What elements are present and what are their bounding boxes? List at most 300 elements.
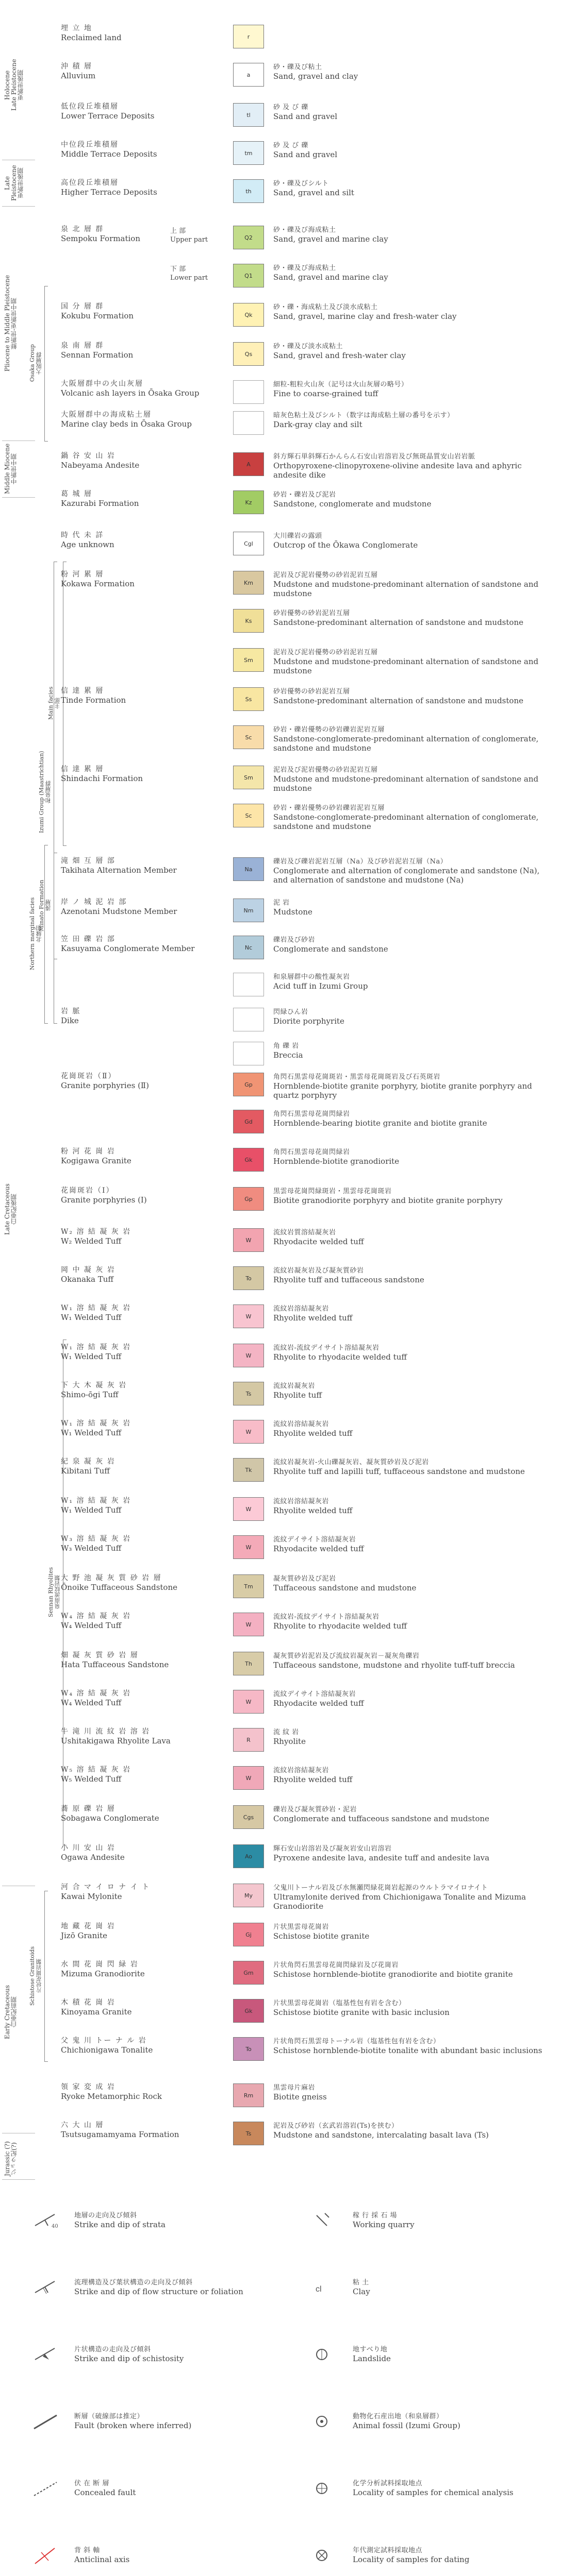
- description-en: Rhyodacite welded tuff: [273, 1237, 364, 1246]
- map-symbol-jp: 化学分析試料採取地点: [353, 2480, 423, 2487]
- description-jp: 流紋岩溶結凝灰岩: [273, 1498, 329, 1505]
- map-symbol-en: Concealed fault: [74, 2488, 136, 2497]
- legend-row: [0, 1226, 561, 1255]
- description-jp: 流紋岩-流紋デイサイト溶結凝灰岩: [273, 1344, 380, 1352]
- unit-symbol: Th: [245, 1660, 252, 1667]
- unit-name: [61, 1303, 231, 1322]
- map-symbol-text: [353, 2546, 559, 2564]
- legend-row: [0, 1959, 561, 1988]
- description-en: Sand, gravel and marine clay: [273, 273, 388, 282]
- unit-name-jp: 滝 畑 互 層 部: [61, 857, 116, 865]
- unit-symbol: W: [245, 1698, 252, 1705]
- unit-name-en: Reclaimed land: [61, 33, 122, 42]
- description-jp: 砂・礫及び海成粘土: [273, 226, 336, 234]
- unit-symbol: Ts: [245, 2130, 252, 2137]
- description-jp: 流紋岩溶結凝灰岩: [273, 1420, 329, 1428]
- unit-description: [273, 1042, 552, 1060]
- description-en: Mudstone: [273, 907, 312, 917]
- unit-name-jp: 高位段丘堆積層: [61, 179, 119, 187]
- description-jp: 斜方輝石単斜輝石かんらん石安山岩溶岩及び無斑晶質安山岩岩脈: [273, 453, 475, 461]
- unit-name-en: Ryoke Metamorphic Rock: [61, 2092, 162, 2101]
- unit-symbol: Cgl: [244, 540, 253, 547]
- description-en: Sandstone-predominant alternation of sandstone and mudstone: [273, 618, 523, 627]
- description-en: Hornblende-biotite granite porphyry, biotite granite porphyry and quartz porphyry: [273, 1081, 532, 1100]
- unit-name-jp: W₄ 溶 結 凝 灰 岩: [61, 1689, 131, 1698]
- unit-name-jp: 岩 脈: [61, 1007, 81, 1015]
- unit-name-jp: 花崗斑岩（Ⅰ）: [61, 1187, 114, 1195]
- description-en: Fine to coarse-grained tuff: [273, 389, 378, 398]
- unit-name: [61, 1804, 231, 1823]
- description-en: Acid tuff in Izumi Group: [273, 981, 368, 991]
- unit-name: [61, 1689, 231, 1707]
- description-en: Conglomerate and sandstone: [273, 944, 388, 954]
- unit-description: [273, 804, 552, 831]
- unit-description: [273, 1961, 552, 1979]
- description-jp: 流 紋 岩: [273, 1728, 299, 1736]
- legend-row: [0, 1726, 561, 1755]
- map-symbol-jp: 年代測定試料採取地点: [353, 2547, 423, 2554]
- unit-name: [61, 531, 231, 549]
- unit-swatch: [233, 1008, 264, 1031]
- description-jp: 砂 及 び 礫: [273, 142, 308, 149]
- unit-name-jp: 岡 中 凝 灰 岩: [61, 1266, 116, 1274]
- unit-symbol: Gk: [244, 2007, 253, 2014]
- map-symbol-en: Locality of samples for chemical analysis: [353, 2488, 514, 2497]
- unit-name-jp: W₁ 溶 結 凝 灰 岩: [61, 1343, 131, 1351]
- unit-name-jp: 泉 南 層 群: [61, 342, 104, 350]
- description-jp: 片状角閃石黒雲母トーナル岩（塩基性包有岩を含む）: [273, 2038, 440, 2045]
- unit-name-en: Okanaka Tuff: [61, 1275, 114, 1284]
- map-symbol-item: [31, 2545, 268, 2576]
- description-jp: 砂岩・礫岩優勢の砂岩礫岩泥岩互層: [273, 726, 385, 734]
- unit-swatch: [233, 1535, 264, 1559]
- map-symbol-item: [31, 2478, 268, 2519]
- description-en: Schistose hornblende-biotite tonalite with abundant basic inclusions: [273, 2046, 542, 2055]
- legend-row: [0, 1495, 561, 1524]
- unit-name-en: Middle Terrace Deposits: [61, 149, 157, 159]
- description-en: Rhyolite welded tuff: [273, 1429, 353, 1438]
- unit-symbol: Ts: [245, 1390, 252, 1397]
- legend-row: [0, 1456, 561, 1485]
- unit-symbol: W: [245, 1774, 252, 1782]
- description-en: Outcrop of the Ōkawa Conglomerate: [273, 540, 418, 550]
- unit-name-jp: 小 川 安 山 岩: [61, 1844, 116, 1852]
- unit-name-en: Age unknown: [61, 540, 114, 549]
- unit-swatch: [233, 899, 264, 922]
- description-en: Ultramylonite derived from Chichionigawa Tonalite and Mizuma Granodiorite: [273, 1892, 526, 1911]
- unit-description: [273, 648, 552, 675]
- unit-swatch: [233, 571, 264, 595]
- map-symbol-text: [353, 2412, 559, 2430]
- unit-name: [61, 341, 231, 360]
- unit-swatch: [233, 226, 264, 249]
- unit-name: [61, 1727, 231, 1745]
- description-en: Sand, gravel and silt: [273, 188, 354, 197]
- unit-description: [273, 973, 552, 991]
- map-symbol-jp: 稼 行 採 石 場: [353, 2212, 398, 2219]
- unit-symbol: W: [245, 1505, 252, 1513]
- unit-name: [61, 24, 231, 42]
- unit-name-en: W₂ Welded Tuff: [61, 1236, 122, 1246]
- description-en: Sand, gravel, marine clay and fresh-water clay: [273, 312, 457, 321]
- map-symbol-jp: 地すべり地: [353, 2346, 388, 2353]
- legend-row: [0, 139, 561, 168]
- unit-symbol: Qs: [244, 350, 253, 358]
- unit-swatch: [233, 25, 264, 48]
- unit-name: [61, 1186, 231, 1205]
- unit-name-jp: 時 代 未 詳: [61, 531, 104, 539]
- legend-row: [0, 450, 561, 479]
- description-en: Rhyolite to rhyodacite welded tuff: [273, 1621, 407, 1631]
- legend-row: [0, 764, 561, 792]
- unit-name: [61, 1534, 231, 1553]
- map-symbol-en: Animal fossil (Izumi Group): [353, 2421, 460, 2430]
- legend-row: [0, 646, 561, 675]
- description-jp: 砂岩・礫岩優勢の砂岩礫岩泥岩互層: [273, 804, 385, 812]
- unit-swatch: [233, 63, 264, 87]
- unit-name-en: Tsutsugamamyama Formation: [61, 2130, 179, 2139]
- unit-name-jp: 鍋 谷 安 山 岩: [61, 452, 116, 460]
- unit-symbol: Tk: [245, 1466, 252, 1473]
- unit-description: [273, 936, 552, 954]
- unit-description: [273, 725, 552, 753]
- unit-description: [273, 2083, 552, 2102]
- unit-name-en: Shimo-ōgi Tuff: [61, 1390, 119, 1399]
- description-jp: 大川礫岩の露頭: [273, 532, 322, 540]
- unit-description: [273, 1304, 552, 1323]
- legend-row: [0, 1108, 561, 1137]
- map-symbol-item: [31, 2344, 268, 2385]
- legend-row: [0, 2035, 561, 2064]
- description-en: Rhyolite welded tuff: [273, 1775, 353, 1784]
- unit-name-en: Azenotani Mudstone Member: [61, 907, 177, 916]
- legend-row: [0, 1071, 561, 1099]
- legend-row: [0, 1572, 561, 1601]
- description-jp: 角閃石黒雲母花崗閃緑岩: [273, 1148, 350, 1156]
- unit-name: [61, 140, 231, 159]
- unit-name-jp: 大阪層群中の火山灰層: [61, 380, 143, 388]
- unit-description: [273, 1923, 552, 1941]
- unit-name: [61, 1072, 231, 1090]
- description-en: Rhyodacite welded tuff: [273, 1699, 364, 1708]
- map-symbol-en: Fault (broken where inferred): [74, 2421, 192, 2430]
- age-label: Pliocene to Middle Pleistocene 鮮新世-更新世中期: [4, 275, 18, 372]
- unit-group-label: Northern marginal facies 北縁相: [29, 897, 42, 971]
- unit-symbol: Gd: [244, 1118, 253, 1125]
- unit-name-en: Jizō Granite: [61, 1931, 107, 1940]
- unit-symbol: Sm: [244, 774, 253, 781]
- unit-description: [273, 1266, 552, 1284]
- unit-swatch: [233, 179, 264, 203]
- unit-symbol: r: [247, 33, 250, 40]
- unit-swatch: [233, 490, 264, 514]
- legend-row: [0, 1264, 561, 1293]
- unit-swatch: [233, 1110, 264, 1133]
- unit-name-en: Shindachi Formation: [61, 774, 143, 783]
- unit-name: [61, 1922, 231, 1940]
- description-jp: 黒雲母片麻岩: [273, 2084, 316, 2092]
- unit-symbol: Na: [244, 866, 253, 873]
- map-symbol-jp: 粘 土: [353, 2279, 369, 2286]
- legend-row: [0, 530, 561, 558]
- description-jp: 細粒-粗粒火山灰（記号は火山灰層の略号）: [273, 381, 408, 388]
- unit-swatch: [233, 804, 264, 827]
- unit-name-en: Takihata Alternation Member: [61, 866, 177, 875]
- unit-symbol: Ao: [244, 1853, 253, 1860]
- description-en: Schistose biotite granite: [273, 1931, 370, 1941]
- unit-description: [273, 1690, 552, 1708]
- map-symbol-item: [31, 2277, 268, 2318]
- description-en: Pyroxene andesite lava, andesite tuff and andesite lava: [273, 1853, 490, 1862]
- description-jp: 泥岩及び泥岩優勢の砂岩泥岩互層: [273, 649, 378, 656]
- legend-row: [0, 855, 561, 884]
- unit-name-en: Sobagawa Conglomerate: [61, 1814, 159, 1823]
- unit-name: [61, 102, 231, 121]
- description-jp: 片状角閃石黒雲母花崗閃緑岩及び花崗岩: [273, 1961, 399, 1969]
- unit-name-jp: 沖 積 層: [61, 62, 92, 71]
- unit-subdivision: [170, 227, 227, 244]
- unit-name-jp: 河 合 マ イ ロ ナ イ ト: [61, 1883, 151, 1891]
- unit-swatch: [233, 1613, 264, 1636]
- description-jp: 礫岩及び砂岩: [273, 936, 316, 944]
- legend-row: [0, 569, 561, 598]
- unit-swatch: [233, 1690, 264, 1714]
- legend-row: [0, 1418, 561, 1447]
- unit-description: [273, 609, 552, 627]
- unit-swatch: [233, 2037, 264, 2061]
- unit-name: [61, 1343, 231, 1361]
- unit-swatch: [233, 648, 264, 672]
- unit-name-jp: 蕎 原 礫 岩 層: [61, 1805, 116, 1813]
- unit-name-en: W₁ Welded Tuff: [61, 1428, 122, 1437]
- unit-name-en: Sempoku Formation: [61, 234, 140, 243]
- description-jp: 泥 岩: [273, 899, 290, 907]
- description-jp: 流紋岩凝灰岩: [273, 1382, 316, 1390]
- unit-name: [61, 856, 231, 875]
- unit-swatch: [233, 687, 264, 711]
- unit-name-jp: 国 分 層 群: [61, 302, 104, 311]
- unit-description: [273, 1008, 552, 1026]
- description-jp: 砂・礫及び粘土: [273, 63, 322, 71]
- unit-name-en: Lower Terrace Deposits: [61, 111, 155, 121]
- unit-group-label: Main facies 主部: [47, 686, 61, 720]
- legend-row: [0, 1921, 561, 1950]
- unit-description: [273, 1458, 552, 1476]
- unit-name-en: W₅ Welded Tuff: [61, 1774, 122, 1784]
- description-jp: 砂・礫及び淡水成粘土: [273, 343, 343, 350]
- description-en: Rhyolite tuff and lapilli tuff, tuffaceous sandstone and mudstone: [273, 1467, 525, 1476]
- unit-swatch: [233, 1458, 264, 1482]
- unit-name-en: Volcanic ash layers in Ōsaka Group: [61, 388, 200, 398]
- unit-name-jp: W₅ 溶 結 凝 灰 岩: [61, 1766, 131, 1774]
- unit-swatch: [233, 1228, 264, 1252]
- unit-swatch: [233, 141, 264, 165]
- unit-name-en: Kinoyama Granite: [61, 2007, 132, 2016]
- unit-name: [61, 2121, 231, 2139]
- unit-swatch: [233, 1728, 264, 1752]
- legend-row: [0, 1040, 561, 1069]
- unit-name-jp: 畑 凝 灰 質 砂 岩 層: [61, 1651, 139, 1659]
- unit-name: [61, 1651, 231, 1669]
- description-en: Biotite gneiss: [273, 2092, 327, 2102]
- unit-symbol: W: [245, 1313, 252, 1320]
- unit-name-en: Hata Tuffaceous Sandstone: [61, 1660, 169, 1669]
- unit-swatch: [233, 766, 264, 789]
- unit-description: [273, 226, 552, 244]
- unit-name-jp: 大阪層群中の海成粘土層: [61, 411, 152, 419]
- unit-description: [273, 571, 552, 598]
- unit-name-en: Kokubu Formation: [61, 311, 134, 320]
- map-symbol-text: [353, 2278, 559, 2296]
- map-symbol-item: [309, 2478, 547, 2519]
- legend-row: [0, 2120, 561, 2148]
- description-en: Sandstone-conglomerate-predominant alternation of conglomerate, sandstone and mudstone: [273, 734, 539, 753]
- unit-symbol: Nm: [243, 907, 254, 914]
- map-symbol-item: [309, 2411, 547, 2452]
- description-en: Rhyolite: [273, 1737, 306, 1746]
- unit-swatch: [233, 1148, 264, 1172]
- unit-name-en: Sennan Formation: [61, 350, 134, 360]
- unit-symbol: To: [245, 2045, 252, 2053]
- map-symbols-legend: [0, 2210, 561, 2576]
- description-en: Rhyolite tuff: [273, 1391, 322, 1400]
- age-label: Late Cretaceous 白亜紀後期: [4, 1183, 18, 1235]
- unit-name-jp: 地 藏 花 崗 岩: [61, 1922, 116, 1930]
- unit-description: [273, 1187, 552, 1205]
- description-jp: 砂・礫及び海成粘土: [273, 264, 336, 272]
- unit-group-label: Minato Formation 湊層: [38, 879, 52, 931]
- unit-description: [273, 2037, 552, 2055]
- legend-row: [0, 1997, 561, 2026]
- unit-name-jp: W₂ 溶 結 凝 灰 岩: [61, 1228, 131, 1236]
- subdivision-label: 上 部: [170, 227, 186, 235]
- legend-row: [0, 1803, 561, 1832]
- unit-name: [61, 1147, 231, 1165]
- age-label: Jurassic (?) ジュラ紀(?): [4, 2141, 18, 2176]
- unit-name-jp: 六 大 山 層: [61, 2121, 104, 2129]
- map-symbol-en: Strike and dip of flow structure or foliation: [74, 2287, 243, 2296]
- unit-symbol: Km: [244, 579, 253, 586]
- unit-name: [61, 1381, 231, 1399]
- unit-name-jp: W₄ 溶 結 凝 灰 岩: [61, 1612, 131, 1620]
- map-symbol-text: [74, 2278, 280, 2296]
- description-en: Dark-gray clay and silt: [273, 420, 362, 429]
- unit-description: [273, 1844, 552, 1862]
- unit-symbol: W: [245, 1352, 252, 1359]
- legend-row: [0, 23, 561, 52]
- unit-name: [61, 2082, 231, 2101]
- unit-swatch: [233, 1844, 264, 1868]
- unit-name-jp: 低位段丘堆積層: [61, 103, 119, 111]
- unit-symbol: W: [245, 1428, 252, 1435]
- description-en: Rhyolite to rhyodacite welded tuff: [273, 1352, 407, 1362]
- legend-row: [0, 934, 561, 962]
- unit-symbol: A: [246, 461, 251, 468]
- description-jp: 片状黒雲母花崗岩（塩基性包有岩を含む）: [273, 1999, 406, 2007]
- unit-name: [61, 1843, 231, 1862]
- description-en: Mudstone and mudstone-predominant alternation of sandstone and mudstone: [273, 580, 539, 598]
- description-jp: 流紋岩質溶結凝灰岩: [273, 1229, 336, 1236]
- unit-swatch: [233, 936, 264, 959]
- svg-text:40: 40: [52, 2224, 58, 2229]
- unit-swatch: [233, 1923, 264, 1946]
- unit-name-jp: 粉 河 累 層: [61, 570, 104, 579]
- unit-name-jp: 粉 河 花 崗 岩: [61, 1147, 116, 1156]
- map-symbol-en: Strike and dip of schistosity: [74, 2354, 184, 2363]
- unit-symbol: W: [245, 1544, 252, 1551]
- unit-description: [273, 1420, 552, 1438]
- subdivision-label: Upper part: [170, 236, 208, 244]
- unit-description: [273, 63, 552, 81]
- unit-description: [273, 1613, 552, 1631]
- unit-name: [61, 1998, 231, 2016]
- unit-symbol: W: [245, 1236, 252, 1244]
- unit-description: [273, 1344, 552, 1362]
- description-en: Conglomerate and alternation of conglomerate and sandstone (Na), and alternation of sandstone and mudstone (Na): [273, 866, 540, 885]
- description-en: Sandstone-conglomerate-predominant alternation of conglomerate, sandstone and mudstone: [273, 812, 539, 831]
- description-jp: 流紋岩溶結凝灰岩: [273, 1767, 329, 1774]
- description-jp: 凝灰質砂岩及び泥岩: [273, 1575, 336, 1583]
- unit-swatch: [233, 411, 264, 435]
- unit-group-label: Izumi Group (Maastrichtian) 和泉層群: [38, 751, 52, 834]
- unit-description: [273, 687, 552, 705]
- age-label: Holocene Late Pleistocene 更新世後期: [4, 59, 24, 111]
- unit-description: [273, 1382, 552, 1400]
- unit-name-jp: 水 間 花 崗 閃 緑 岩: [61, 1960, 139, 1969]
- unit-swatch: [233, 342, 264, 366]
- age-label: Middle Miocene 中新世中期: [4, 443, 18, 495]
- unit-name-en: Ōnoike Tuffaceous Sandstone: [61, 1583, 177, 1592]
- unit-name: [61, 1265, 231, 1284]
- unit-name-jp: 花崗斑岩（Ⅱ）: [61, 1072, 117, 1080]
- unit-swatch: [233, 1304, 264, 1328]
- unit-symbol: Q1: [244, 272, 253, 279]
- unit-name-en: Marine clay beds in Ōsaka Group: [61, 419, 192, 429]
- unit-name-en: Ogawa Andesite: [61, 1853, 125, 1862]
- description-jp: 角閃石黒雲母花崗閃緑岩: [273, 1110, 350, 1118]
- map-symbol-en: Clay: [353, 2287, 370, 2296]
- unit-name-jp: 牛 滝 川 流 紋 岩 溶 岩: [61, 1727, 151, 1736]
- unit-swatch: [233, 303, 264, 327]
- unit-swatch: [233, 1805, 264, 1829]
- unit-description: [273, 103, 552, 121]
- unit-description: [273, 141, 552, 159]
- description-jp: 凝灰質砂岩泥岩及び流紋岩凝灰岩－凝灰角礫岩: [273, 1652, 420, 1660]
- unit-name: [61, 1496, 231, 1515]
- legend-row: [0, 1764, 561, 1793]
- unit-description: [273, 411, 552, 429]
- unit-name-jp: 信 達 累 層: [61, 765, 104, 773]
- unit-name-en: Tinde Formation: [61, 696, 126, 705]
- unit-name: [61, 935, 231, 953]
- unit-swatch: [233, 1497, 264, 1521]
- map-symbol-en: Anticlinal axis: [74, 2555, 130, 2564]
- unit-name: [61, 302, 231, 320]
- legend-row: [0, 723, 561, 752]
- legend-row: [0, 1842, 561, 1871]
- description-jp: 砂岩優勢の砂岩泥岩互層: [273, 609, 350, 617]
- legend-row: [0, 1185, 561, 1214]
- unit-name-jp: W₁ 溶 結 凝 灰 岩: [61, 1497, 131, 1505]
- unit-name-en: W₄ Welded Tuff: [61, 1698, 122, 1707]
- unit-description: [273, 1073, 552, 1100]
- unit-name: [61, 451, 231, 470]
- unit-name-en: Granite porphyries (Ⅱ): [61, 1081, 149, 1090]
- unit-name-en: Chichionigawa Tonalite: [61, 2045, 153, 2055]
- unit-name: [61, 897, 231, 916]
- description-jp: 輝石安山岩溶岩及び凝灰岩安山岩溶岩: [273, 1845, 392, 1853]
- unit-group-label: Sennan Rhyolites 泉南流紋岩類: [47, 1567, 61, 1617]
